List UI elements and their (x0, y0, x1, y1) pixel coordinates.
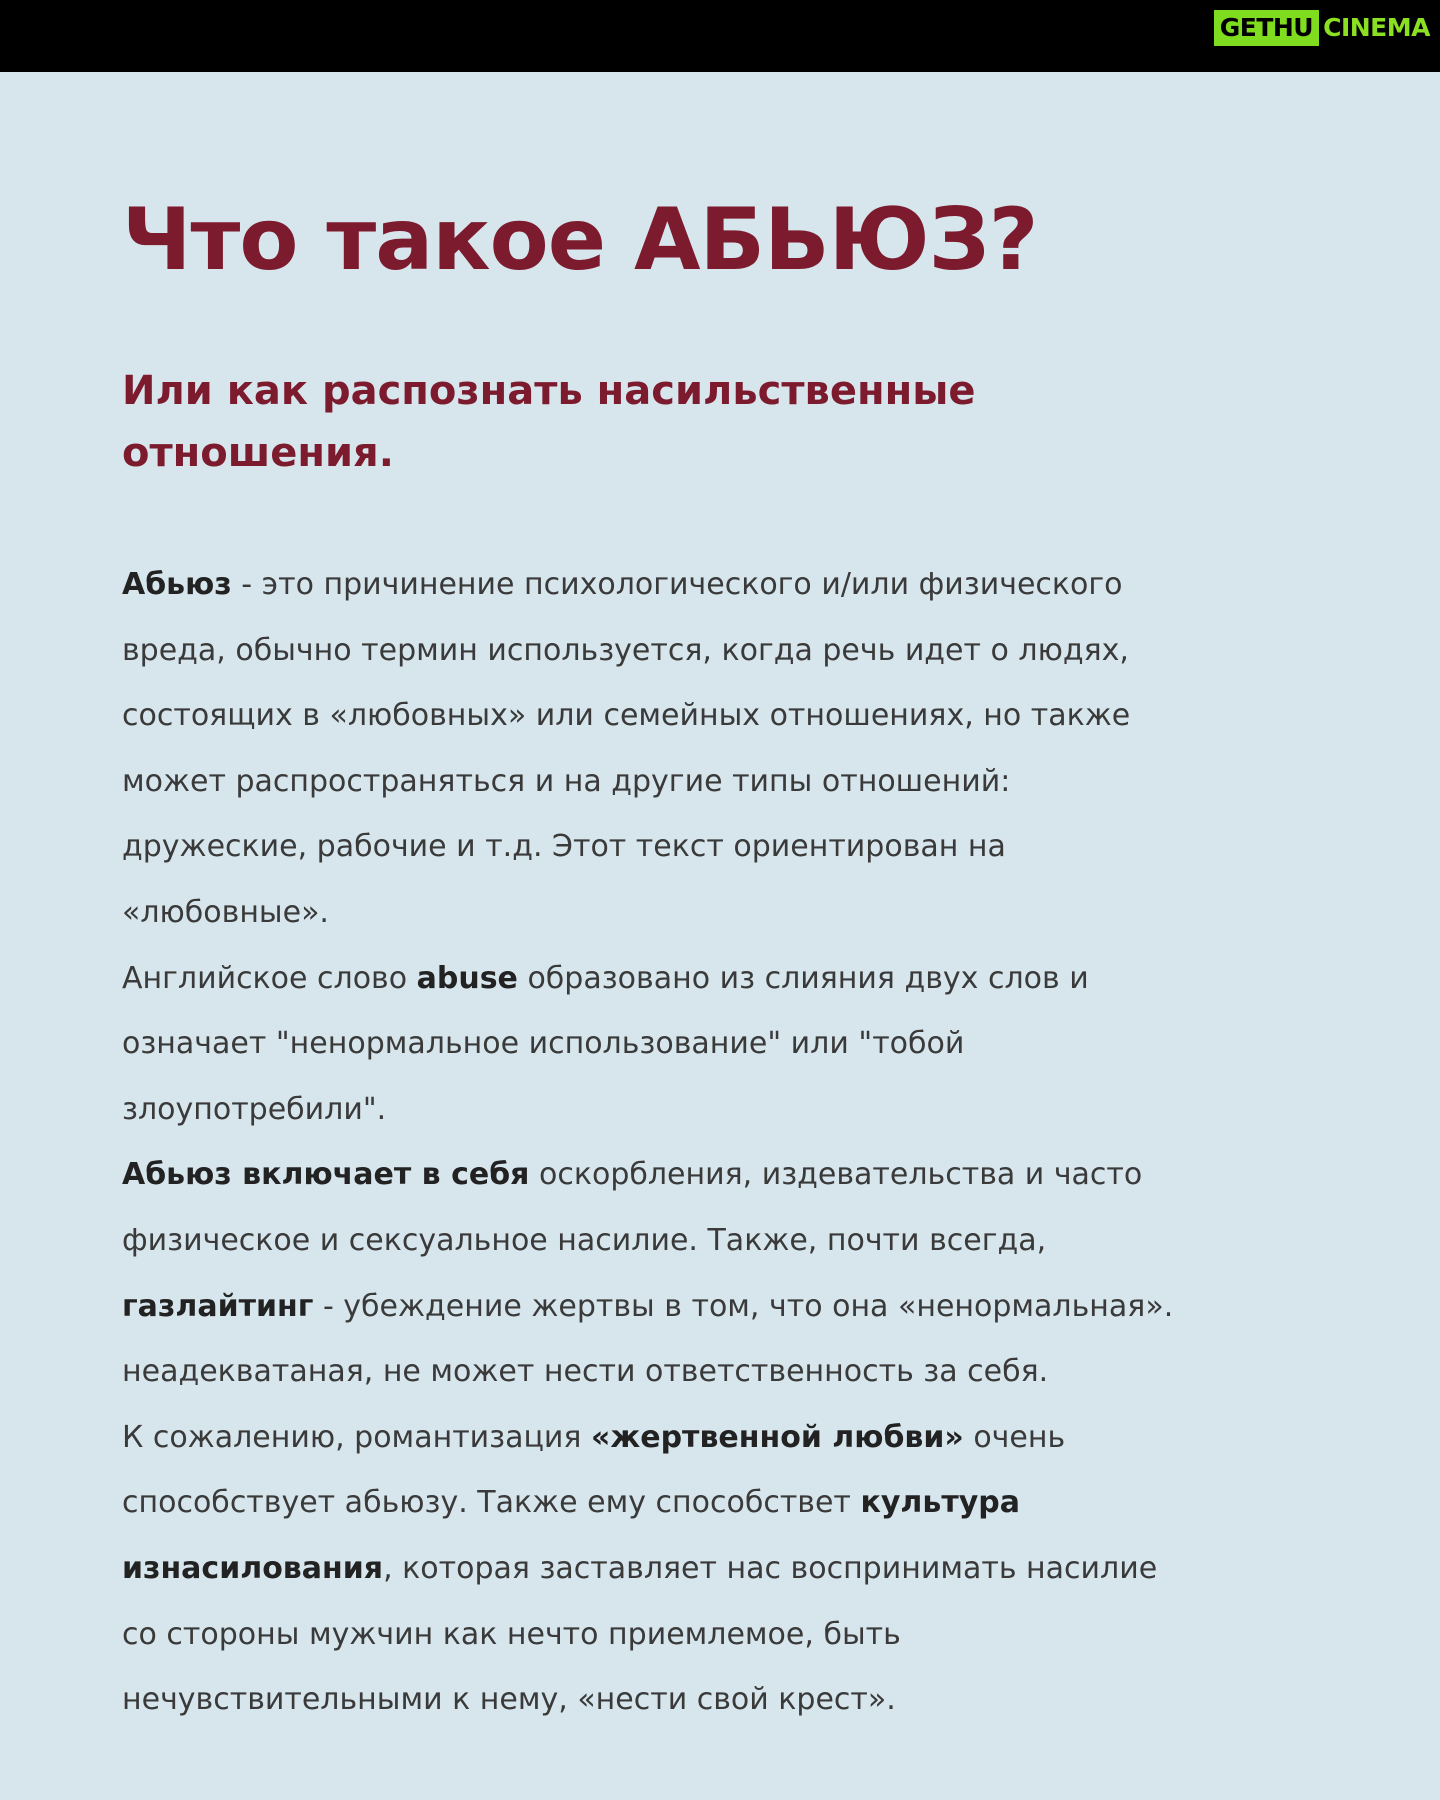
body-text-segment: вреда, обычно термин используется, когда речь идет о людях, (122, 632, 1129, 668)
body-text-segment: физическое и сексуальное насилие. Также, почти всегда, (122, 1222, 1047, 1258)
body-line (122, 1011, 1362, 1077)
body-text-segment: может распространяться и на другие типы отношений: (122, 763, 1011, 799)
subtitle-line: отношения. (122, 430, 394, 476)
bold-term: культура (860, 1485, 1020, 1521)
body-text-segment: образовано из слияния двух слов и (517, 960, 1089, 996)
body-line (122, 880, 1362, 946)
bold-term: «жертвенной любви» (591, 1419, 964, 1455)
bold-term: abuse (416, 960, 518, 996)
body-text-segment: - убеждение жертвы в том, что она «ненормальная». (313, 1288, 1174, 1324)
body-text-segment: К сожалению, романтизация (122, 1419, 591, 1455)
channel-watermark-logo (1214, 10, 1434, 46)
body-line (122, 1536, 1362, 1602)
article-title: Что такое АБЬЮЗ? (122, 190, 1038, 290)
body-text-segment: оскорбления, издевательства и часто (529, 1157, 1143, 1193)
article-body (122, 552, 1362, 1733)
watermark-part2: CINEMA (1319, 10, 1434, 46)
body-line (122, 749, 1362, 815)
body-line (122, 1208, 1362, 1274)
body-text-segment: очень (963, 1419, 1066, 1455)
body-text-segment: , которая заставляет нас воспринимать насилие (383, 1550, 1158, 1586)
body-line (122, 618, 1362, 684)
subtitle-line: Или как распознать насильственные (122, 368, 976, 414)
body-text-segment: со стороны мужчин как нечто приемлемое, быть (122, 1616, 901, 1652)
bold-term: Абьюз включает в себя (122, 1157, 530, 1193)
body-text-segment: - это причинение психологического и/или физического (231, 567, 1123, 602)
body-line (122, 552, 1362, 618)
body-line (122, 1602, 1362, 1668)
body-text-segment: способствует абьюзу. Также ему способствет (122, 1485, 861, 1521)
body-text-segment: неадекватаная, не может нести ответственность за себя. (122, 1354, 1049, 1390)
bold-term: Абьюз (122, 567, 232, 602)
bold-term: газлайтинг (122, 1288, 314, 1324)
watermark-part1: GETHU (1214, 10, 1319, 46)
body-text-segment: злоупотребили". (122, 1091, 387, 1127)
bold-term: изнасилования (122, 1550, 384, 1586)
body-line (122, 683, 1362, 749)
body-text-segment: Английское слово (122, 960, 417, 996)
body-line (122, 1667, 1362, 1733)
top-black-bar (0, 0, 1440, 72)
body-line (122, 1405, 1362, 1471)
body-line (122, 1077, 1362, 1143)
body-line (122, 1274, 1362, 1340)
body-line (122, 1142, 1362, 1208)
body-line (122, 1339, 1362, 1405)
body-text-segment: состоящих в «любовных» или семейных отношениях, но также (122, 698, 1131, 734)
body-line (122, 814, 1362, 880)
body-line (122, 946, 1362, 1012)
article-subtitle (122, 360, 1172, 484)
body-line (122, 1470, 1362, 1536)
body-text-segment: «любовные». (122, 894, 329, 930)
body-text-segment: дружеские, рабочие и т.д. Этот текст ориентирован на (122, 829, 1006, 865)
body-text-segment: нечувствительными к нему, «нести свой крест». (122, 1682, 896, 1718)
body-text-segment: означает "ненормальное использование" или "тобой (122, 1026, 965, 1062)
